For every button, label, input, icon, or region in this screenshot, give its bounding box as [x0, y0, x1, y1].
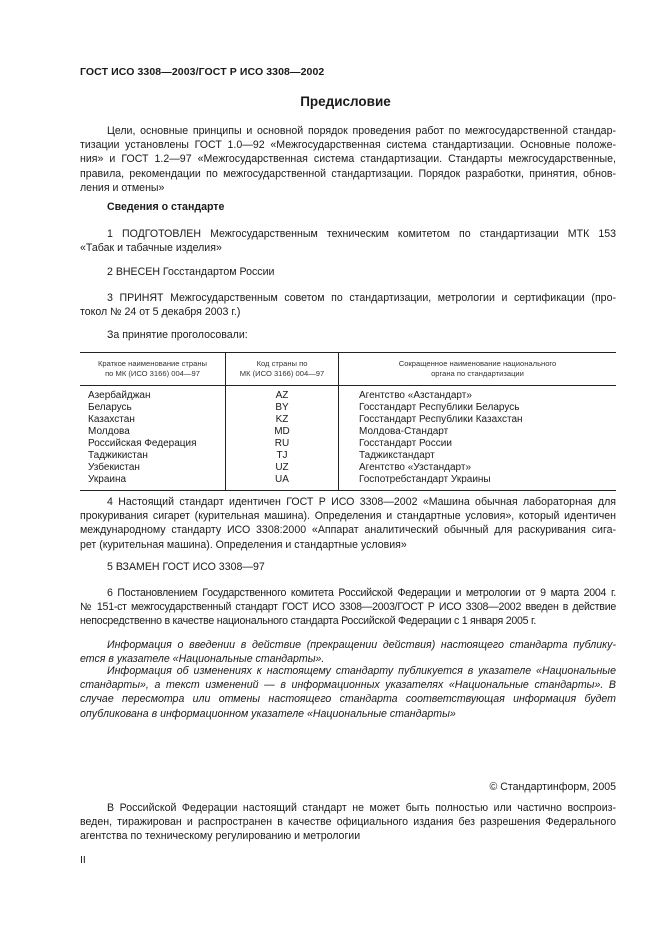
body-cell: Агентство «Узстандарт»: [339, 462, 617, 474]
header-code: Код страны по МК (ИСО 3166) 004—97: [226, 353, 339, 386]
item-6: [80, 586, 616, 629]
country-cell: Российская Федерация: [88, 438, 197, 449]
table-row: [80, 450, 616, 462]
item-3: [80, 291, 616, 319]
table-header-row: [80, 353, 616, 386]
intro-line: тизации установлены ГОСТ 1.0—92 «Межгосударственная система стандартизации. Основные положе-: [80, 139, 616, 152]
table-row: [80, 402, 616, 414]
document-header: ГОСТ ИСО 3308—2003/ГОСТ Р ИСО 3308—2002: [80, 66, 325, 78]
notice-line: В Российской Федерации настоящий стандарт не может быть полностью или частично воспроиз-: [107, 802, 616, 814]
vote-intro: [80, 328, 616, 342]
country-cell: Молдова: [88, 426, 130, 437]
item-5: [80, 560, 616, 574]
info-introduction: [80, 638, 616, 666]
info-2-line: стандарты», а текст изменений — в информационных указателях «Национальные стандарты». В: [80, 679, 616, 692]
item-3-line: 3 ПРИНЯТ Межгосударственным советом по стандартизации, метрологии и сертификации (про-: [107, 292, 616, 304]
body-cell: Госстандарт Республики Казахстан: [339, 414, 617, 426]
intro-paragraph: [80, 124, 616, 195]
country-cell: Азербайджан: [88, 390, 151, 401]
intro-line: Цели, основные принципы и основной порядок проведения работ по межгосударственной стандар-: [107, 125, 616, 137]
code-cell: UA: [226, 474, 339, 491]
country-cell: Узбекистан: [88, 462, 140, 473]
country-cell: Беларусь: [88, 402, 132, 413]
table-row: [80, 386, 616, 403]
intro-line: ления и отмены»: [80, 181, 165, 194]
item-6-line: непосредственно в качестве национального стандарта Российской Федерации с 1 января 2005 г.: [80, 615, 537, 628]
item-1: [80, 227, 616, 255]
code-cell: BY: [226, 402, 339, 414]
item-4-line: рет (курительная машина). Определения и стандартные условия»: [80, 538, 407, 551]
item-5-text: 5 ВЗАМЕН ГОСТ ИСО 3308—97: [107, 561, 265, 573]
code-cell: UZ: [226, 462, 339, 474]
body-cell: Госпотребстандарт Украины: [339, 474, 617, 491]
body-cell: Молдова-Стандарт: [339, 426, 617, 438]
code-cell: RU: [226, 438, 339, 450]
code-cell: TJ: [226, 450, 339, 462]
member-states-table: [80, 352, 616, 491]
info-2-line: случае пересмотра или отмены настоящего стандарта соответствующая информация будет: [80, 693, 616, 706]
item-6-line: 6 Постановлением Государственного комитета Российской Федерации и метрологии от 9 марта 2004 г.: [107, 587, 616, 599]
notice-line: агентства по техническому регулированию и метрологии: [80, 830, 361, 843]
header-body: Сокращенное наименование национального органа по стандартизации: [339, 353, 617, 386]
page-title: Предисловие: [300, 94, 391, 109]
info-2-line: Информация об изменениях к настоящему стандарту публикуется в указателе «Национальные: [107, 665, 616, 677]
item-6-line: № 151-ст межгосударственный стандарт ГОСТ ИСО 3308—2003/ГОСТ Р ИСО 3308—2002 введен в действие: [80, 601, 616, 614]
code-cell: MD: [226, 426, 339, 438]
body-cell: Госстандарт России: [339, 438, 617, 450]
table-row: [80, 426, 616, 438]
body-cell: Госстандарт Республики Беларусь: [339, 402, 617, 414]
item-1-line: «Табак и табачные изделия»: [80, 242, 222, 255]
code-cell: KZ: [226, 414, 339, 426]
header-country: Краткое наименование страны по МК (ИСО 3166) 004—97: [80, 353, 226, 386]
table-row: [80, 474, 616, 491]
code-cell: AZ: [226, 386, 339, 403]
info-1-line: Информация о введении в действие (прекращении действия) настоящего стандарта публику-: [107, 639, 616, 651]
table-row: [80, 438, 616, 450]
table-row: [80, 414, 616, 426]
item-2-text: 2 ВНЕСЕН Госстандартом России: [107, 266, 275, 278]
page-number: II: [80, 854, 86, 866]
item-4-line: международному стандарту ИСО 3308:2000 «Аппарат аналитический обычный для раскуривания сига-: [80, 524, 616, 537]
item-2: [80, 265, 616, 279]
intro-line: ния» и ГОСТ 1.2—97 «Межгосударственная система стандартизации. Стандарты межгосударственные,: [80, 153, 616, 166]
item-4-line: 4 Настоящий стандарт идентичен ГОСТ Р ИСО 3308—2002 «Машина обычная лабораторная для: [107, 496, 616, 508]
country-cell: Казахстан: [88, 414, 135, 425]
table-row: [80, 462, 616, 474]
body-cell: Агентство «Азстандарт»: [339, 386, 617, 403]
item-4-line: прокуривания сигарет (курительная машина). Определения и стандартные условия», который идентичен: [80, 510, 616, 523]
vote-intro-text: За принятие проголосовали:: [107, 329, 248, 341]
reproduction-notice: [80, 801, 616, 844]
info-1-line: ется в указателе «Национальные стандарты».: [80, 653, 325, 666]
body-cell: Таджикстандарт: [339, 450, 617, 462]
section-title: Сведения о стандарте: [107, 201, 225, 213]
intro-line: правила, рекомендации по межгосударственной стандартизации. Порядок разработки, принятия, обнов-: [80, 167, 616, 180]
country-cell: Таджикистан: [88, 450, 148, 461]
item-1-line: 1 ПОДГОТОВЛЕН Межгосударственным техническим комитетом по стандартизации МТК 153: [107, 228, 616, 240]
copyright: © Стандартинформ, 2005: [489, 781, 616, 793]
info-2-line: опубликована в информационном указателе «Национальные стандарты»: [80, 707, 456, 720]
country-cell: Украина: [80, 474, 226, 491]
info-changes: [80, 664, 616, 721]
item-3-line: токол № 24 от 5 декабря 2003 г.): [80, 306, 241, 319]
notice-line: веден, тиражирован и распространен в качестве официального издания без разрешения Федерального: [80, 816, 616, 829]
item-4: [80, 495, 616, 552]
